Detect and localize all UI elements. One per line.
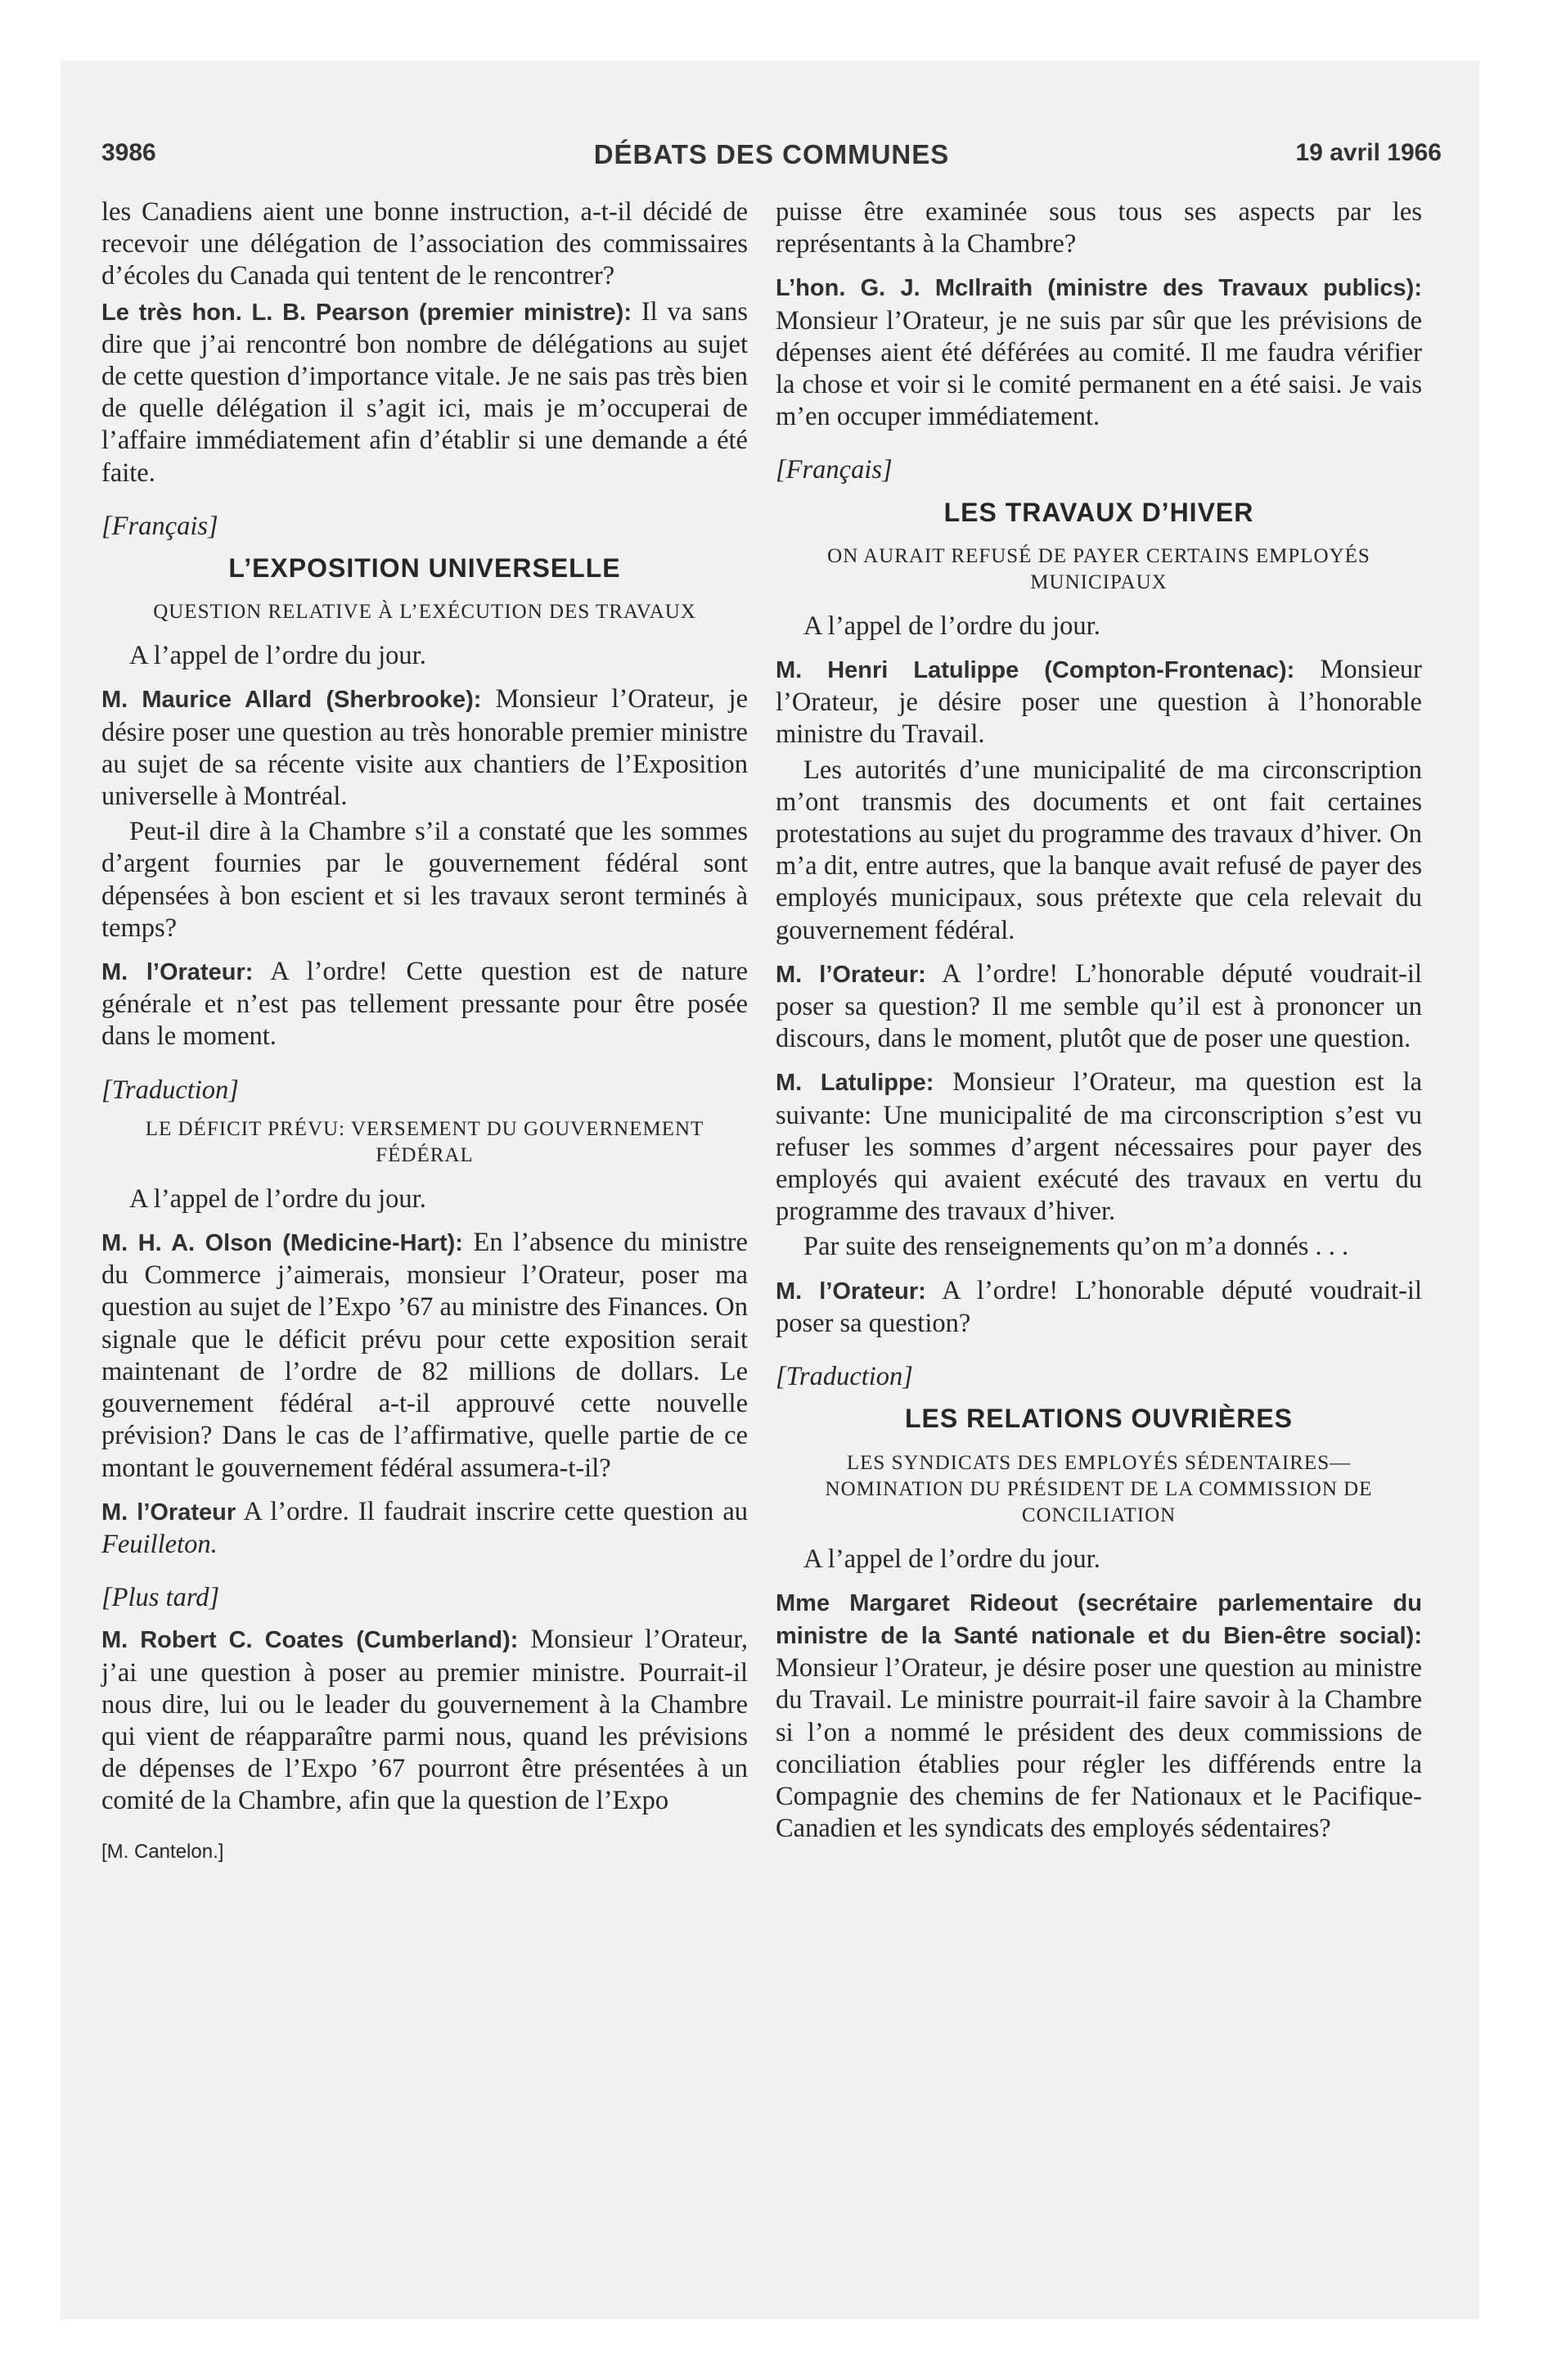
paragraph <box>101 1624 748 1817</box>
speech-text: En l’absence du ministre du Commerce j’aimerais, monsieur l’Orateur, poser ma question au sujet de l’Expo ’67 au ministre des Finances. On signale que le déficit prévu pour cette exposition serait maintenant de l’ordre de 82 millions de dollars. Le gouvernement fédéral a-t-il approuvé cette nouvelle prévision? Dans le cas de l’affirmative, quelle partie de ce montant le gouvernement fédéral assumera-t-il? <box>101 1228 748 1483</box>
speech-text: Monsieur l’Orateur, j’ai une question à poser au premier ministre. Pourrait-il nous dire, lui ou le leader du gouvernement à la Chambre qui vient de réapparaître parmi nous, quand les prévisions de dépenses de l’Expo ’67 pourront être présentées à un comité de la Chambre, afin que la question de l’Expo <box>101 1625 748 1816</box>
paragraph <box>101 1496 748 1561</box>
order-of-day: A l’appel de l’ordre du jour. <box>129 1183 426 1214</box>
section-heading: LES RELATIONS OUVRIÈRES <box>904 1404 1293 1434</box>
speaker-name: M. l’Orateur: <box>776 1278 926 1305</box>
speech-text: A l’ordre! Cette question est de nature générale et n’est pas tellement pressante pour être posée dans le moment. <box>101 957 749 1052</box>
page-scan <box>61 61 1479 2319</box>
subsection-heading: QUESTION RELATIVE À L’EXÉCUTION DES TRAVAUX <box>153 601 696 624</box>
speech-text: Monsieur l’Orateur, je désire poser une question au ministre du Travail. Le ministre pourrait-il faire savoir à la Chambre si l’on a nommé le président des deux commissions de conciliation établies pour régler les différends entre la Compagnie des chemins de fer Nationaux et le Pacifique-Canadien et les syndicats des employés sédentaires? <box>776 1653 1422 1844</box>
emphasis-text: Feuilleton. <box>101 1529 218 1559</box>
speaker-name: Mme Margaret Rideout (secrétaire parlementaire du ministre de la Santé nationale et du Bien-être social): <box>776 1589 1422 1649</box>
paragraph <box>776 958 1422 1056</box>
paragraph: les Canadiens aient une bonne instruction, a-t-il décidé de recevoir une délégation de l’association des commissaires d’écoles du Canada qui tentent de le rencontrer? <box>101 197 748 291</box>
speaker-name: M. Maurice Allard (Sherbrooke): <box>101 687 482 714</box>
left-column <box>101 196 748 1868</box>
speech-text: A l’ordre. Il faudrait inscrire cette question au <box>236 1496 748 1526</box>
subsection-heading: LES SYNDICATS DES EMPLOYÉS SÉDENTAIRES—NOMINATION DU PRÉSIDENT DE LA COMMISSION DE CONCILIATION <box>825 1451 1373 1526</box>
subsection-heading: LE DÉFICIT PRÉVU: VERSEMENT DU GOUVERNEMENT FÉDÉRAL <box>145 1117 704 1166</box>
order-of-day: A l’appel de l’ordre du jour. <box>803 611 1100 641</box>
paragraph <box>101 296 748 489</box>
paragraph <box>776 272 1422 433</box>
right-column <box>776 196 1422 1856</box>
order-of-day: A l’appel de l’ordre du jour. <box>129 641 426 671</box>
speaker-name: M. Henri Latulippe (Compton-Frontenac): <box>776 657 1295 684</box>
language-note: [Plus tard] <box>101 1583 220 1613</box>
speaker-name: L’hon. G. J. McIlraith (ministre des Travaux publics): <box>776 275 1422 302</box>
order-of-day: A l’appel de l’ordre du jour. <box>803 1544 1100 1574</box>
speech-text: Monsieur l’Orateur, ma question est la suivante: Une municipalité de ma circonscription s’est vu refuser les sommes d’argent nécessaires pour payer des employés qui avaient exécuté des travaux en vertu du programme des travaux d’hiver. <box>776 1067 1422 1227</box>
paragraph <box>776 1066 1422 1228</box>
paragraph <box>776 1275 1422 1340</box>
language-note: [Français] <box>776 455 893 485</box>
page-number: 3986 <box>101 139 156 166</box>
speech-text: Monsieur l’Orateur, je désire poser une question au très honorable premier ministre au sujet de sa récente visite aux chantiers de l’Exposition universelle à Montréal. <box>101 684 748 812</box>
paragraph: Peut-il dire à la Chambre s’il a constaté que les sommes d’argent fournies par le gouvernement fédéral sont dépensées à bon escient et si les travaux seront terminés à temps? <box>101 817 748 943</box>
language-note: [Traduction] <box>101 1075 239 1105</box>
speaker-name: M. H. A. Olson (Medicine-Hart): <box>101 1230 463 1257</box>
running-title: DÉBATS DES COMMUNES <box>593 139 950 169</box>
speaker-name: M. l’Orateur <box>101 1499 236 1526</box>
paragraph: Les autorités d’une municipalité de ma circonscription m’ont transmis des documents et ont fait certaines protestations au sujet du programme des travaux d’hiver. On m’a dit, entre autres, que la banque avait refusé de payer des employés municipaux, sous prétexte que cela relevait du gouvernement fédéral. <box>776 755 1422 945</box>
speaker-name: M. Latulippe: <box>776 1070 934 1097</box>
page-header <box>101 139 1442 180</box>
paragraph <box>776 654 1422 751</box>
footer-note: [M. Cantelon.] <box>101 1840 224 1863</box>
language-note: [Traduction] <box>776 1362 913 1392</box>
section-heading: LES TRAVAUX D’HIVER <box>943 497 1254 527</box>
paragraph <box>776 1587 1422 1846</box>
subsection-heading: ON AURAIT REFUSÉ DE PAYER CERTAINS EMPLOYÉS MUNICIPAUX <box>827 544 1370 593</box>
paragraph <box>101 1227 748 1485</box>
speech-text: Monsieur l’Orateur, je ne suis par sûr que les prévisions de dépenses aient été déférées au comité. Il me faudra vérifier la chose et voir si le comité permanent en a été saisi. Je vais m’en occuper immédiatement. <box>776 305 1422 432</box>
speaker-name: Le très hon. L. B. Pearson (premier ministre): <box>101 299 632 326</box>
paragraph: Par suite des renseignements qu’on m’a donnés . . . <box>803 1232 1349 1262</box>
speaker-name: M. l’Orateur: <box>101 959 254 986</box>
language-note: [Français] <box>101 511 218 541</box>
paragraph <box>101 956 748 1053</box>
speech-text: Monsieur l’Orateur, je désire poser une question à l’honorable ministre du Travail. <box>776 655 1422 750</box>
speaker-name: M. l’Orateur: <box>776 961 926 988</box>
header-date: 19 avril 1966 <box>1295 139 1442 166</box>
paragraph: puisse être examinée sous tous ses aspects par les représentants à la Chambre? <box>776 197 1422 259</box>
section-heading: L’EXPOSITION UNIVERSELLE <box>228 553 621 584</box>
speech-text: Il va sans dire que j’ai rencontré bon nombre de délégations au sujet de cette question d’importance vitale. Je ne sais pas très bien de quelle délégation il s’agit ici, mais je m’occuperai de l’affaire immédiatement afin d’établir si une demande a été faite. <box>101 296 749 488</box>
speech-text: A l’ordre! L’honorable député voudrait-il poser sa question? Il me semble qu’il est à prononcer un discours, dans le moment, plutôt que de poser une question. <box>776 958 1422 1054</box>
speaker-name: M. Robert C. Coates (Cumberland): <box>101 1627 519 1654</box>
paragraph <box>101 683 748 813</box>
speech-text: A l’ordre! L’honorable député voudrait-il poser sa question? <box>776 1275 1422 1338</box>
